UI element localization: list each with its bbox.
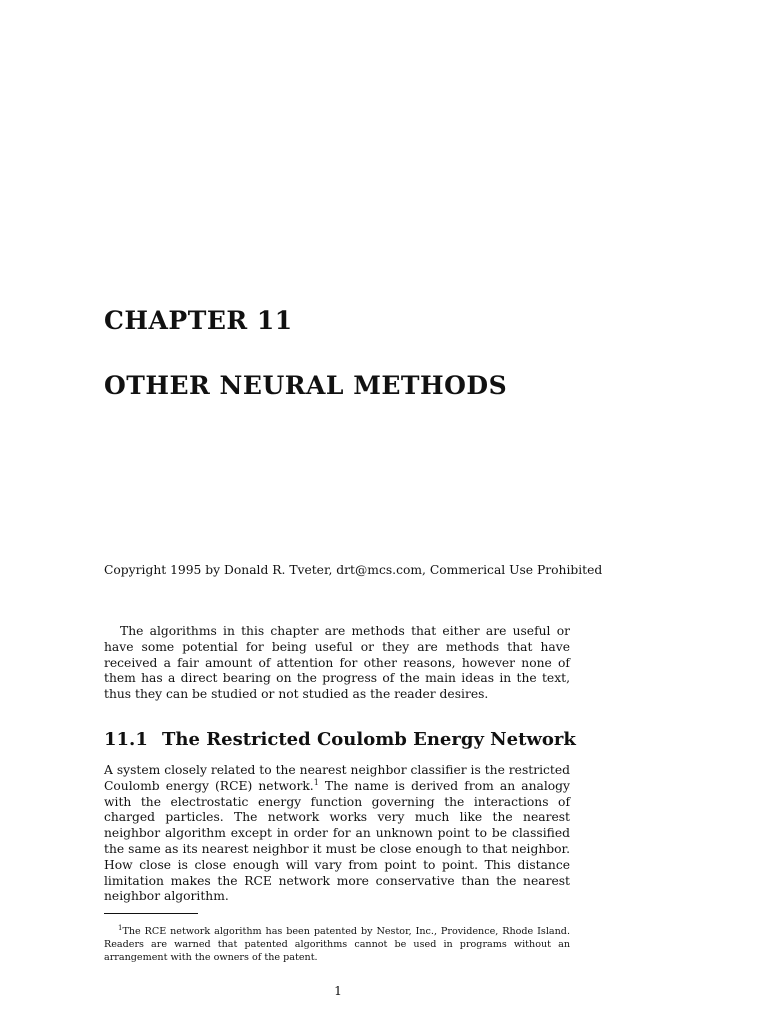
footnote [104,925,570,964]
footnote-text: The RCE network algorithm has been patented by Nestor, Inc., Providence, Rhode Island. Readers are warned that patented algorithms cannot be used in programs without an arrangement with the owners of the patent. [104,926,570,963]
body-paragraph [104,763,570,905]
intro-paragraph: The algorithms in this chapter are methods that either are useful or have some potential for being useful or they are methods that have received a fair amount of attention for other reasons, however none of them has a direct bearing on the progress of the main ideas in the text, thus they can be studied or not studied as the reader desires. [104,624,570,702]
chapter-title: OTHER NEURAL METHODS [104,371,508,400]
page-number: 1 [334,984,342,998]
chapter-label: CHAPTER 11 [104,306,293,335]
section-number: 11.1 [104,729,148,750]
section-heading [104,729,576,750]
section-title: The Restricted Coulomb Energy Network [162,729,576,750]
body-text-before-note: A system closely related to the nearest neighbor classifier is the restricted Coulomb energy (RCE) network. [104,763,570,793]
body-text-after-note: The name is derived from an analogy with the electrostatic energy function governing the interactions of charged particles. The network works very much like the nearest neighbor algorithm except in order for an unknown point to be classified the same as its nearest neighbor it must be close enough to that neighbor. How close is close enough will vary from point to point. This distance limitation makes the RCE network more conservative than the nearest neighbor algorithm. [104,778,570,904]
copyright-notice: Copyright 1995 by Donald R. Tveter, drt@mcs.com, Commerical Use Prohibited [104,563,603,577]
footnote-reference[interactable]: 1 [313,777,319,787]
footnote-mark: 1 [118,923,123,932]
footnote-divider [104,913,198,914]
